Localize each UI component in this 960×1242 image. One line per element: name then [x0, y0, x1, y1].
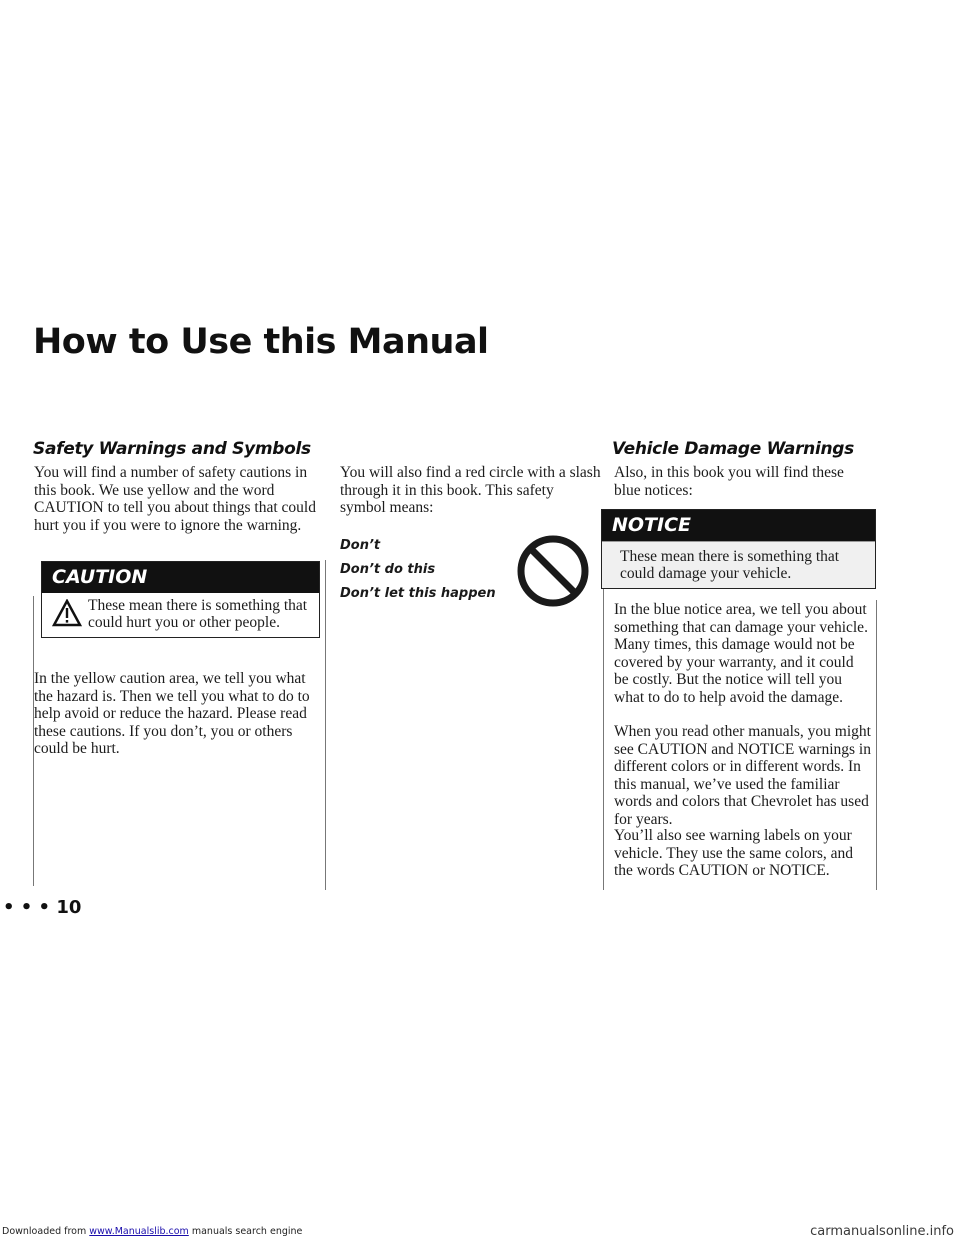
download-header: [2, 1226, 302, 1237]
caution-text: These mean there is something that could hurt you or other people.: [88, 597, 308, 631]
labels-paragraph: You’ll also see warning labels on your vehicle. They use the same colors, and the words CAUTION or NOTICE.: [614, 827, 854, 880]
notice-text: These mean there is something that could damage your vehicle.: [602, 541, 875, 588]
page-number: [3, 897, 81, 918]
no-symbol-icon: [515, 533, 591, 609]
dont-item: Don’t do this: [340, 562, 436, 577]
column-divider-right: [603, 560, 604, 890]
notice-box: [601, 509, 876, 589]
dont-item: Don’t: [340, 538, 381, 553]
page-dots: • • •: [3, 897, 57, 918]
manuals-paragraph: When you read other manuals, you might see CAUTION and NOTICE warnings in different colors or in different words. In this manual, we’ve used the familiar words and colors that Chevrolet has used for years.: [614, 723, 871, 828]
column-divider-middle: [325, 560, 326, 890]
manualslib-link[interactable]: www.Manualslib.com: [89, 1226, 189, 1237]
column-divider-far-right: [876, 600, 877, 890]
damage-heading: Vehicle Damage Warnings: [612, 439, 854, 459]
caution-explanation: In the yellow caution area, we tell you what the hazard is. Then we tell you what to do to help avoid or reduce the hazard. Please read these cautions. If you don’t, you or others could be hurt.: [34, 670, 310, 758]
notice-explanation: In the blue notice area, we tell you about something that can damage your vehicle. Many times, this damage would not be covered by your warranty, and it could be costly. But the notice will tell you what to do to help avoid the damage.: [614, 601, 868, 706]
page-number-value: 10: [56, 897, 82, 918]
notice-label: NOTICE: [602, 510, 875, 541]
symbol-text: You will also find a red circle with a slash through it in this book. This safety symbol means:: [340, 464, 601, 517]
safety-intro: You will find a number of safety cautions in this book. We use yellow and the word CAUTION to tell you about things that could hurt you if you were to ignore the warning.: [34, 464, 316, 534]
caution-label: CAUTION: [42, 562, 319, 593]
watermark: carmanualsonline.info: [810, 1224, 954, 1239]
dont-item: Don’t let this happen: [340, 586, 496, 601]
download-suffix: manuals search engine: [191, 1226, 303, 1237]
page-title: How to Use this Manual: [33, 322, 489, 362]
dont-list: [340, 534, 496, 606]
warning-triangle-icon: [52, 599, 82, 627]
damage-intro: Also, in this book you will find these blue notices:: [614, 464, 844, 499]
download-prefix: Downloaded from: [2, 1226, 87, 1237]
safety-heading: Safety Warnings and Symbols: [33, 439, 311, 459]
caution-box: [41, 561, 320, 638]
